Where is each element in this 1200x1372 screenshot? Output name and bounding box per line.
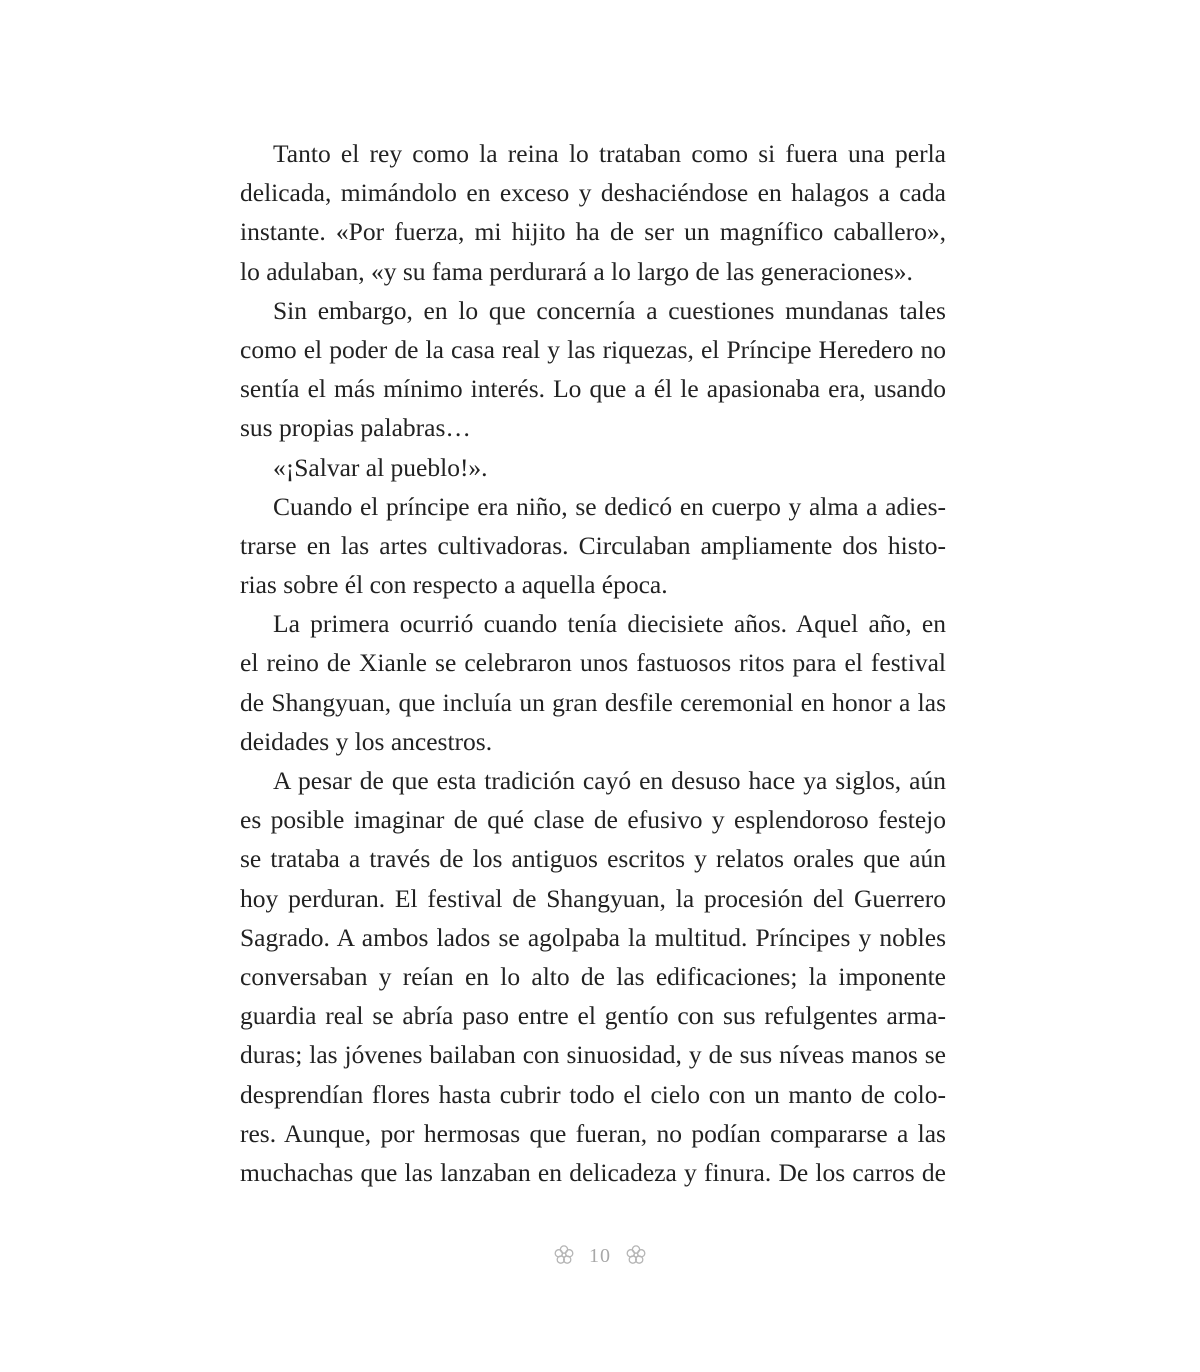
text-line: Tanto el rey como la reina lo trataban como si fuera una perla bbox=[273, 139, 946, 168]
flower-ornament-icon bbox=[625, 1244, 647, 1266]
page-footer bbox=[0, 1240, 1200, 1270]
text-line: desprendían flores hasta cubrir todo el cielo con un manto de colo- bbox=[240, 1079, 946, 1109]
text-line: conversaban y reían en lo alto de las edificaciones; la imponente bbox=[240, 961, 946, 991]
text-line: deidades y los ancestros. bbox=[240, 726, 493, 756]
text-line: Cuando el príncipe era niño, se dedicó en cuerpo y alma a adies- bbox=[273, 491, 946, 521]
text-line: Sagrado. A ambos lados se agolpaba la multitud. Príncipes y nobles bbox=[240, 922, 946, 952]
text-line: guardia real se abría paso entre el gentío con sus refulgentes arma- bbox=[240, 1001, 946, 1031]
text-line: La primera ocurrió cuando tenía diecisiete años. Aquel año, en bbox=[273, 609, 946, 639]
text-line: res. Aunque, por hermosas que fueran, no podían compararse a las bbox=[240, 1118, 946, 1148]
text-line: Sin embargo, en lo que concernía a cuestiones mundanas tales bbox=[273, 295, 946, 325]
text-line: delicada, mimándolo en exceso y deshaciéndose en halagos a cada bbox=[240, 178, 946, 208]
flower-ornament-icon bbox=[553, 1244, 575, 1266]
text-line: duras; las jóvenes bailaban con sinuosidad, y de sus níveas manos se bbox=[240, 1040, 946, 1070]
text-line: rias sobre él con respecto a aquella época. bbox=[240, 570, 668, 600]
text-line: muchachas que las lanzaban en delicadeza y finura. De los carros de bbox=[240, 1157, 946, 1187]
body-text bbox=[240, 134, 946, 1192]
text-line: es posible imaginar de qué clase de efusivo y esplendoroso festejo bbox=[240, 805, 946, 835]
text-line: se trataba a través de los antiguos escritos y relatos orales que aún bbox=[240, 844, 946, 874]
text-line: sus propias palabras… bbox=[240, 413, 471, 443]
text-line: lo adulaban, «y su fama perdurará a lo largo de las generaciones». bbox=[240, 256, 913, 286]
text-line: «¡Salvar al pueblo!». bbox=[273, 452, 488, 482]
text-line: instante. «Por fuerza, mi hijito ha de ser un magnífico caballero», bbox=[240, 217, 946, 247]
text-line: de Shangyuan, que incluía un gran desfile ceremonial en honor a las bbox=[240, 687, 946, 717]
text-line: como el poder de la casa real y las riquezas, el Príncipe Heredero no bbox=[240, 334, 946, 364]
text-line: trarse en las artes cultivadoras. Circulaban ampliamente dos histo- bbox=[240, 530, 946, 560]
text-line: sentía el más mínimo interés. Lo que a él le apasionaba era, usando bbox=[240, 374, 946, 404]
text-line: A pesar de que esta tradición cayó en desuso hace ya siglos, aún bbox=[273, 766, 946, 795]
page-number: 10 bbox=[589, 1244, 611, 1267]
text-line: el reino de Xianle se celebraron unos fastuosos ritos para el festival bbox=[240, 648, 946, 678]
text-line: hoy perduran. El festival de Shangyuan, la procesión del Guerrero bbox=[240, 883, 946, 913]
